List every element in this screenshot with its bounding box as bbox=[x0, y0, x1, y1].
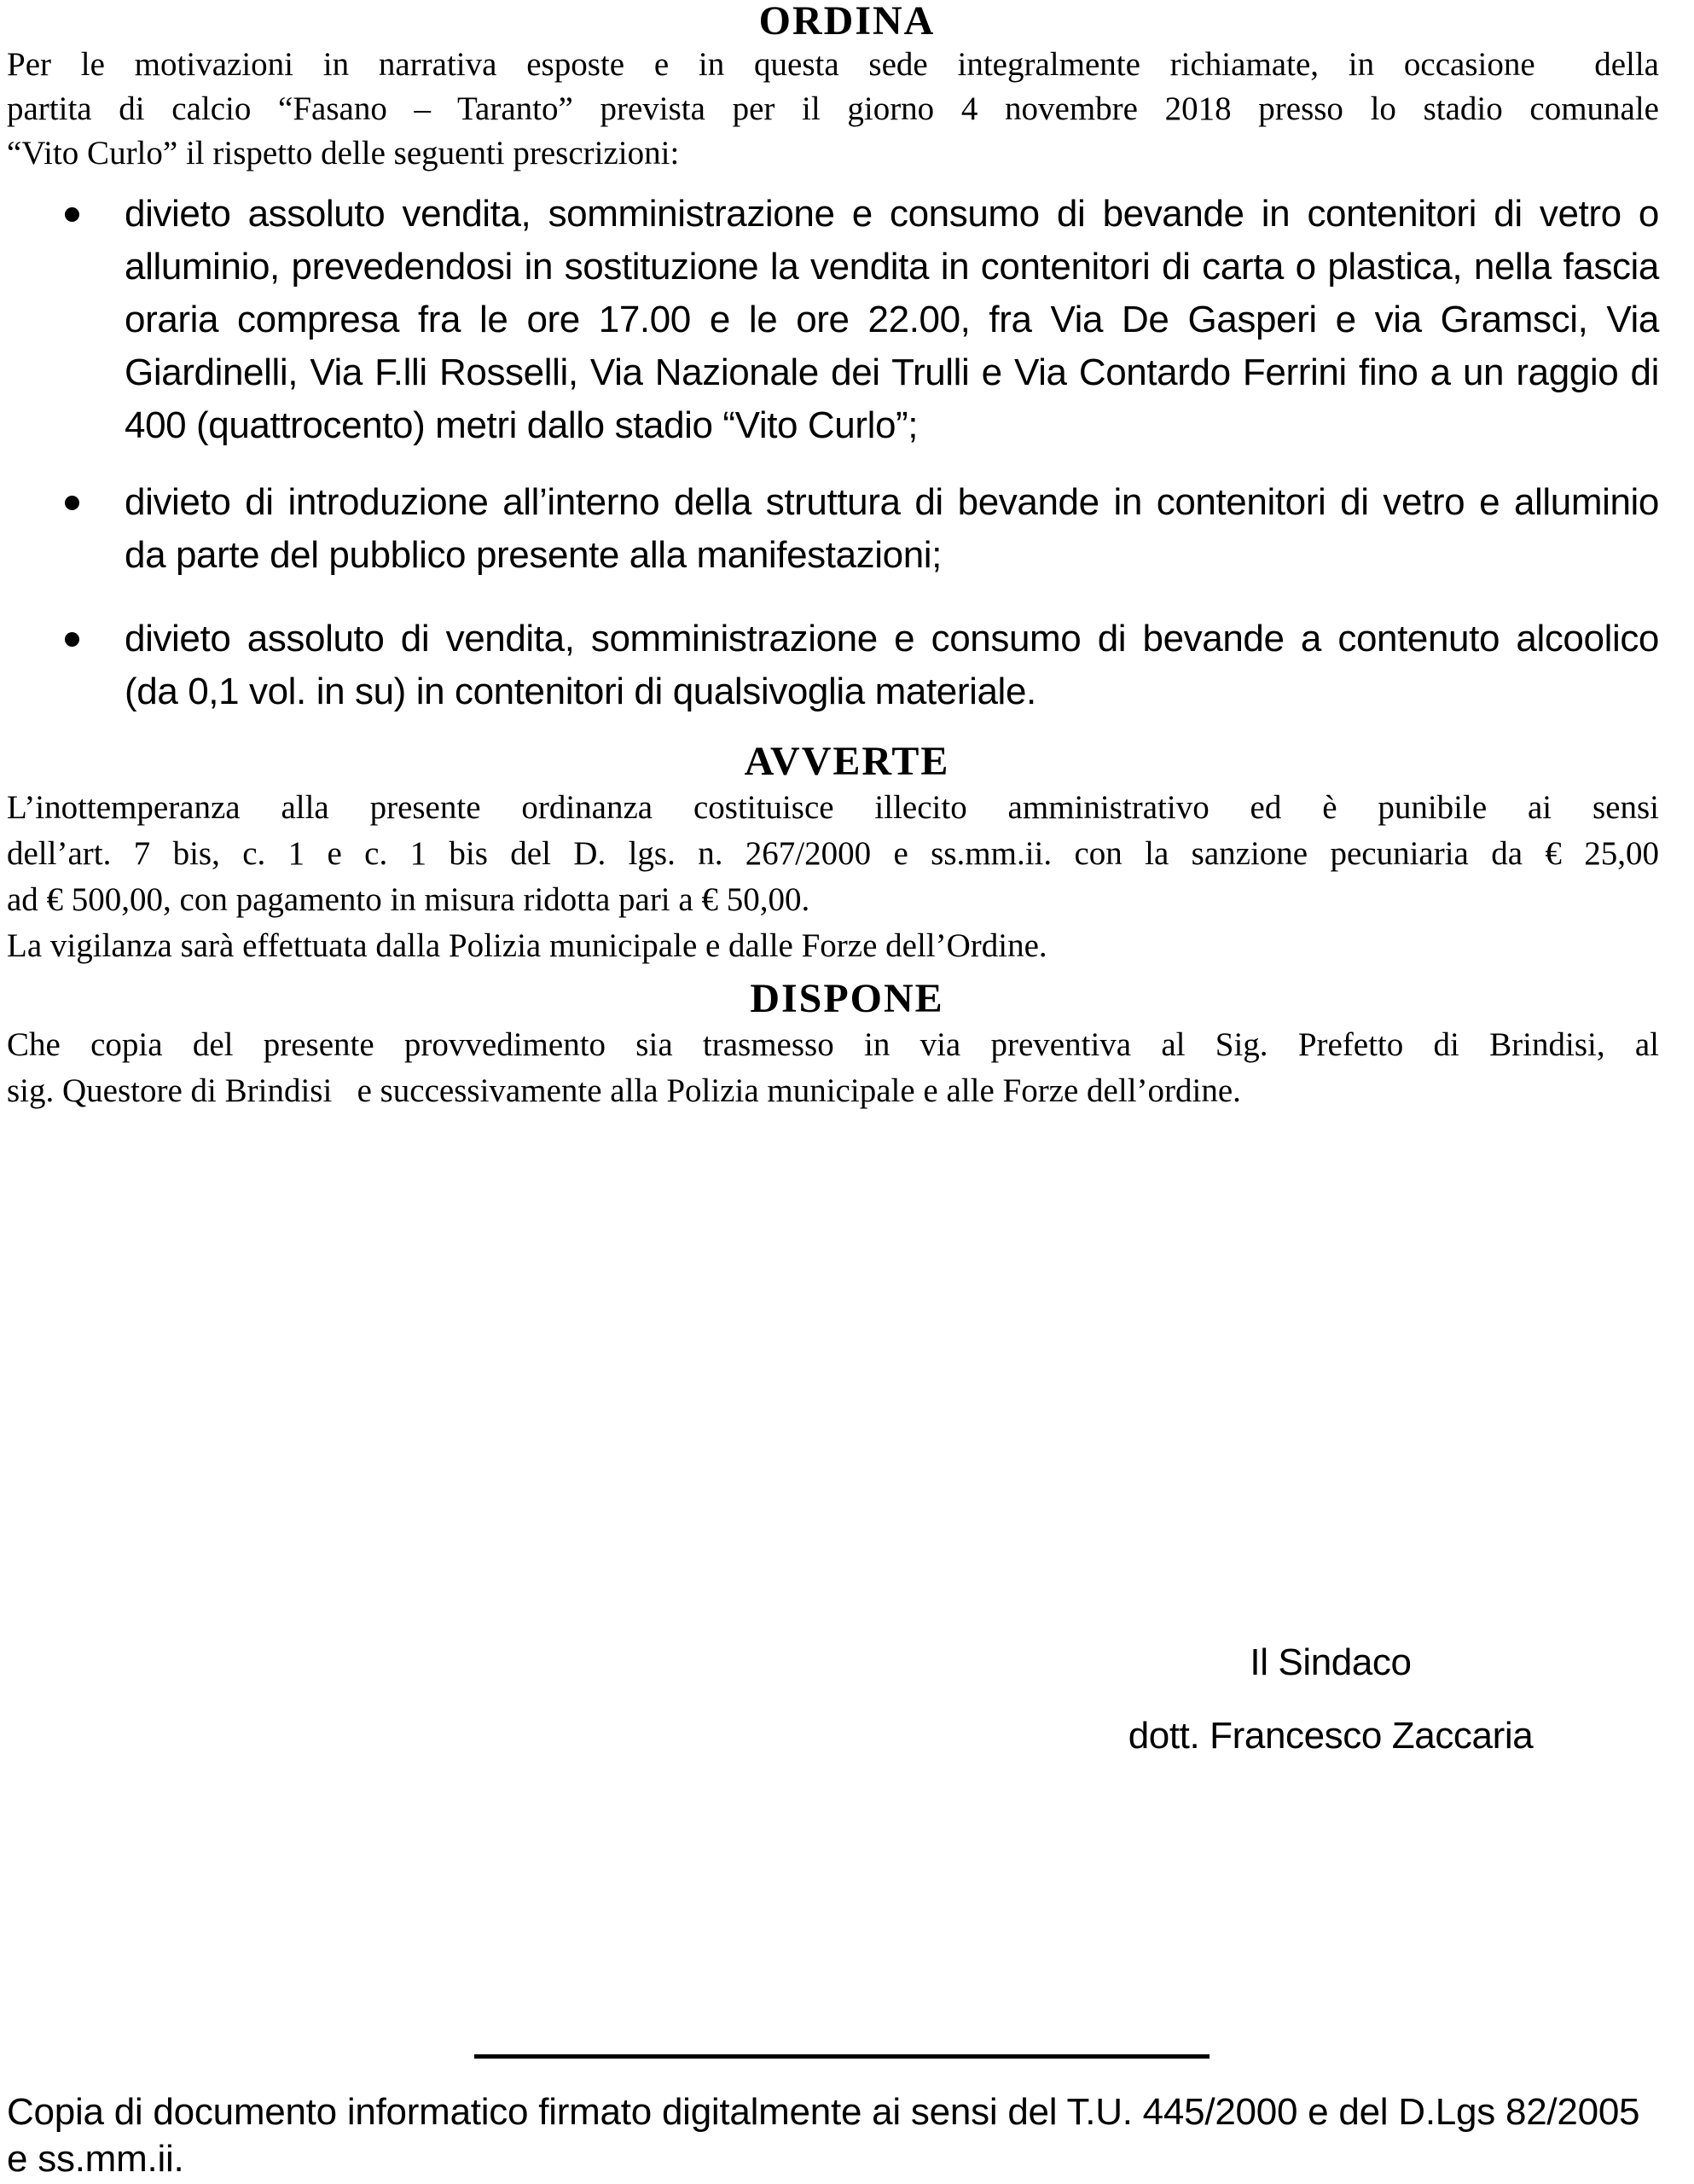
intro-line: partita di calcio “Fasano – Taranto” prevista per il giorno 4 novembre 2018 presso lo stadio comunale bbox=[7, 90, 1659, 127]
list-item bbox=[7, 613, 1659, 718]
avverte-line: dell’art. 7 bis, c. 1 e c. 1 bis del D. lgs. n. 267/2000 e ss.mm.ii. con la sanzione pecuniaria da € 25,00 bbox=[7, 835, 1659, 872]
dispone-line: sig. Questore di Brindisi e successivamente alla Polizia municipale e alle Forze dell’ordine. bbox=[7, 1072, 1241, 1109]
separator-line bbox=[474, 2054, 1210, 2059]
bullet-line: oraria compresa fra le ore 17.00 e le ore 22.00, fra Via De Gasperi e via Gramsci, Via bbox=[125, 299, 1659, 340]
signature-role: Il Sindaco bbox=[1250, 1641, 1412, 1683]
list-item bbox=[7, 188, 1659, 452]
footer-line: Copia di documento informatico firmato digitalmente ai sensi del T.U. 445/2000 e del D.Lgs 82/2005 bbox=[7, 2091, 1640, 2133]
footer-note bbox=[7, 2088, 1659, 2182]
bullet-line: divieto assoluto di vendita, somministrazione e consumo di bevande a contenuto alcoolico bbox=[125, 618, 1659, 659]
section-avverte-dispone bbox=[0, 739, 1694, 1114]
heading-dispone: DISPONE bbox=[750, 976, 944, 1021]
heading-avverte: AVVERTE bbox=[744, 739, 950, 784]
bullet-line: alluminio, prevedendosi in sostituzione la vendita in contenitori di carta o plastica, nella fascia bbox=[125, 246, 1659, 288]
bullet-line: da parte del pubblico presente alla manifestazioni; bbox=[125, 534, 942, 576]
bullet-line: divieto di introduzione all’interno della struttura di bevande in contenitori di vetro e alluminio bbox=[125, 481, 1659, 523]
bullet-icon bbox=[65, 632, 79, 647]
bullet-line: 400 (quattrocento) metri dallo stadio “Vito Curlo”; bbox=[125, 404, 919, 446]
bullet-line: divieto assoluto vendita, somministrazione e consumo di bevande in contenitori di vetro o bbox=[125, 193, 1659, 235]
list-item bbox=[7, 476, 1659, 582]
intro-line: Per le motivazioni in narrativa esposte e in questa sede integralmente richiamate, in occasione della bbox=[7, 46, 1659, 83]
section-ordina bbox=[0, 0, 1694, 176]
avverte-line: L’inottemperanza alla presente ordinanza costituisce illecito amministrativo ed è punibile ai sensi bbox=[7, 789, 1659, 826]
intro-line: “Vito Curlo” il rispetto delle seguenti prescrizioni: bbox=[7, 135, 680, 171]
vigilanza-line: La vigilanza sarà effettuata dalla Polizia municipale e dalle Forze dell’Ordine. bbox=[7, 927, 1047, 964]
signature-block bbox=[1092, 1640, 1569, 1759]
bullet-line: (da 0,1 vol. in su) in contenitori di qualsivoglia materiale. bbox=[125, 671, 1036, 712]
signature-name: dott. Francesco Zaccaria bbox=[1128, 1715, 1534, 1757]
dispone-line: Che copia del presente provvedimento sia trasmesso in via preventiva al Sig. Prefetto di Brindisi, al bbox=[7, 1026, 1659, 1063]
heading-ordina: ORDINA bbox=[758, 0, 936, 44]
bullet-icon bbox=[65, 207, 79, 222]
prescriptions-list bbox=[7, 188, 1659, 718]
avverte-line: ad € 500,00, con pagamento in misura ridotta pari a € 50,00. bbox=[7, 881, 810, 918]
bullet-icon bbox=[65, 496, 79, 510]
bullet-line: Giardinelli, Via F.lli Rosselli, Via Nazionale dei Trulli e Via Contardo Ferrini fino a un raggio di bbox=[125, 351, 1659, 393]
footer-line: e ss.mm.ii. bbox=[7, 2138, 184, 2180]
